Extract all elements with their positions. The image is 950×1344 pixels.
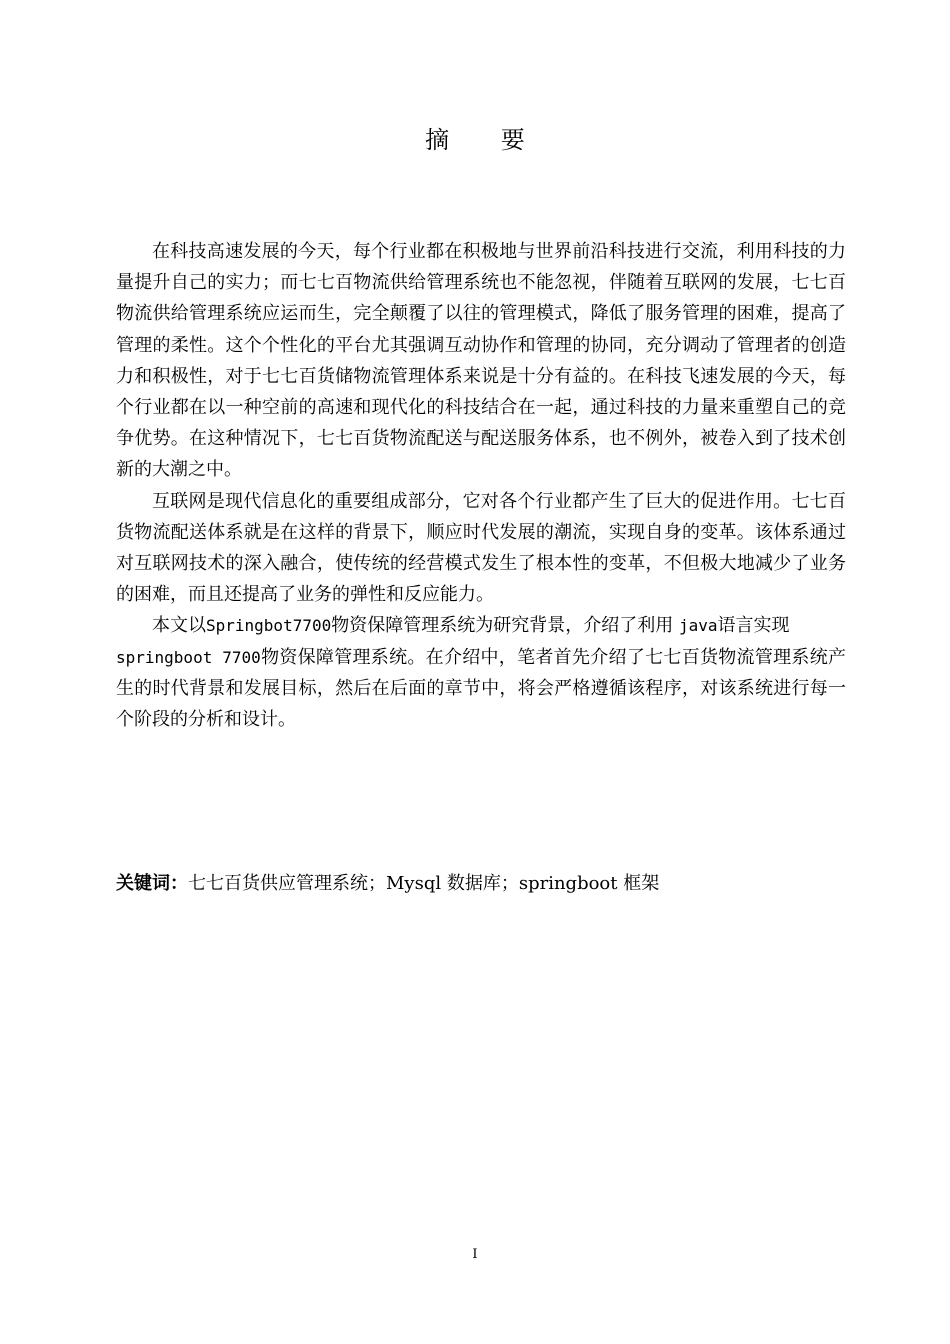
paragraph-3-text-4: 物资保障管理系统。在介绍中，笔者首先介绍了七七百货物流管理系统产生的时代背景和发展目标，然后在后面的章节中，将会严格遵循该程序，对该系统进行每一个阶段的分析和设计。 bbox=[116, 646, 846, 731]
page-title: 摘 要 bbox=[425, 126, 547, 154]
project-name-code: Springbot7700 bbox=[206, 616, 332, 636]
language-name-code: java bbox=[678, 616, 718, 636]
keywords-label: 关键词： bbox=[116, 873, 188, 894]
abstract-body bbox=[116, 236, 846, 735]
abstract-paragraph-2: 互联网是现代信息化的重要组成部分，它对各个行业都产生了巨大的促进作用。七七百货物流配送体系就是在这样的背景下，顺应时代发展的潮流，实现自身的变革。该体系通过对互联网技术的深入融合，使传统的经营模式发生了根本性的变革，不但极大地减少了业务的困难，而且还提高了业务的弹性和反应能力。 bbox=[116, 490, 846, 606]
abstract-paragraph-3 bbox=[116, 610, 846, 735]
paragraph-3-text-2: 物资保障管理系统为研究背景，介绍了利用 bbox=[331, 615, 679, 637]
paragraph-3-text-3: 语言实现 bbox=[717, 615, 790, 637]
keywords-line bbox=[116, 870, 846, 898]
framework-name-code: springboot 7700 bbox=[116, 647, 261, 667]
abstract-paragraph-1: 在科技高速发展的今天，每个行业都在积极地与世界前沿科技进行交流，利用科技的力量提升自己的实力；而七七百物流供给管理系统也不能忽视，伴随着互联网的发展，七七百物流供给管理系统应运而生，完全颠覆了以往的管理模式，降低了服务管理的困难，提高了管理的柔性。这个个性化的平台尤其强调互动协作和管理的协同，充分调动了管理者的创造力和积极性，对于七七百货储物流管理体系来说是十分有益的。在科技飞速发展的今天，每个行业都在以一种空前的高速和现代化的科技结合在一起，通过科技的力量来重塑自己的竞争优势。在这种情况下，七七百货物流配送与配送服务体系，也不例外，被卷入到了技术创新的大潮之中。 bbox=[116, 241, 846, 481]
page-number: I bbox=[472, 1247, 478, 1262]
paragraph-3-text-1: 本文以 bbox=[152, 615, 206, 637]
keywords-text: 七七百货供应管理系统；Mysql 数据库；springboot 框架 bbox=[188, 873, 660, 894]
